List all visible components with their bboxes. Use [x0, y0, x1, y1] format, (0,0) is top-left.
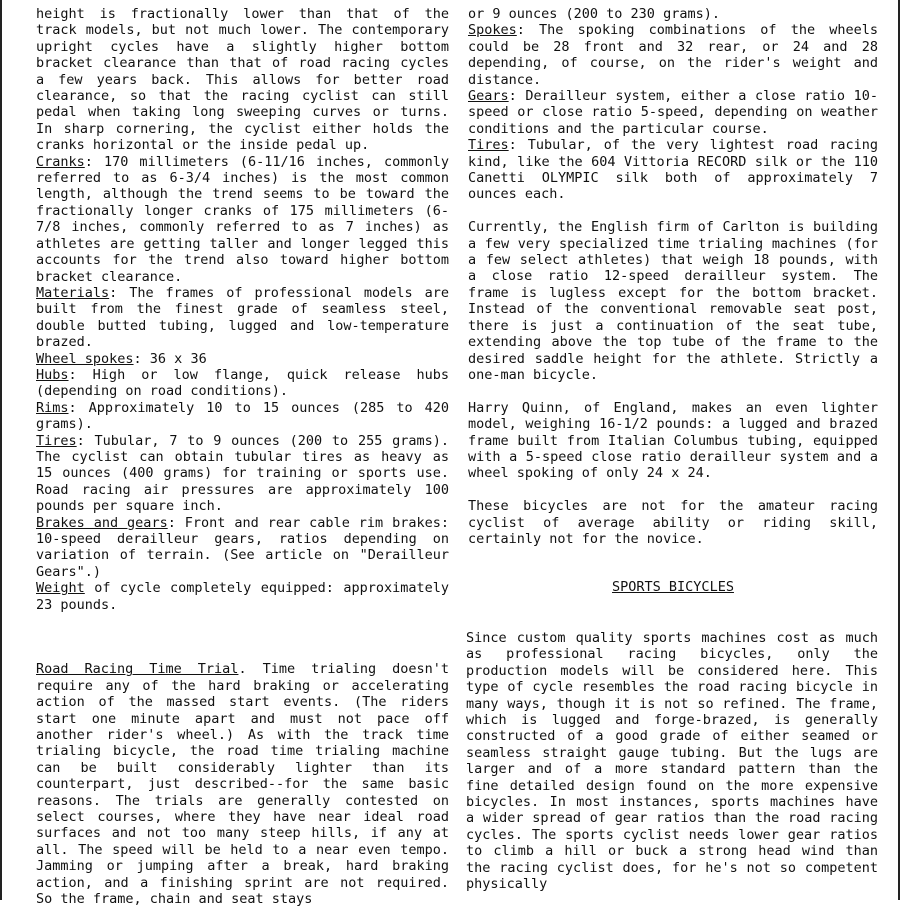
carlton-paragraph: Currently, the English firm of Carlton is building a few very specialized time trialing machines (for a few select athletes) that weigh 18 pounds, with a close ratio 12-speed derailleur system. The frame is lugless except for the bottom bracket. Instead of the conventional removable seat post, there is just a continuation of the seat tube, extending above the top tube of the frame to the desired saddle height for the athlete. Strictly a one-man bicycle.	[468, 219, 878, 383]
gears-paragraph	[468, 88, 878, 137]
brakes-gears-paragraph	[36, 515, 449, 581]
gears-label: Gears	[468, 88, 509, 105]
wheel-spokes-paragraph	[36, 351, 449, 367]
materials-text: : The frames of professional models are built from the finest grade of seamless steel, double butted tubing, lugged and low-temperature brazed.	[36, 284, 449, 351]
sports-paragraph: Since custom quality sports machines cost as much as professional racing bicycles, only the production models will be considered here. This type of cycle resembles the road racing bicycle in many ways, though it is not so refined. The frame, which is lugged and forge-brazed, is generally constructed of a good grade of either seamed or seamless straight gauge tubing. But the lugs are larger and of a more standard pattern than the fine detailed design found on the more expensive bicycles. In most instances, sports machines have a wider spread of gear ratios than the road racing cycles. The sports cyclist needs lower gear ratios to climb a hill or buck a strong head wind than the racing cyclist does, for he's not so competent physically	[466, 630, 878, 893]
tires-label: Tires	[36, 432, 77, 449]
spacer	[468, 482, 878, 498]
spacer	[468, 383, 878, 399]
spacer	[36, 613, 449, 645]
right-column-lower	[466, 630, 878, 893]
gears-text: : Derailleur system, either a close ratio 10-speed or close ratio 5-speed, depending on weather conditions and the particular course.	[468, 88, 878, 137]
weight-label: Weight	[36, 580, 85, 597]
rims-text: : Approximately 10 to 15 ounces (285 to 420 grams).	[36, 399, 449, 433]
time-trial-label: Road Racing Time Trial	[36, 661, 239, 678]
weight-text: of cycle completely equipped: approximately 23 pounds.	[36, 580, 449, 613]
tires-text: : Tubular, 7 to 9 ounces (200 to 255 grams). The cyclist can obtain tubular tires as heavy as 15 ounces (400 grams) for training or sports use. Road racing air pressures are approximately 100 pounds per square inch.	[36, 432, 449, 515]
right-tires-text: : Tubular, of the very lightest road racing kind, like the 604 Vittoria RECORD silk or the 110 Canetti OLYMPIC silk both of approximately 7 ounces each.	[468, 137, 878, 203]
left-column	[36, 6, 449, 908]
brakes-gears-text: : Front and rear cable rim brakes: 10-speed derailleur gears, ratios depending on variation of terrain. (See article on "Derailleur Gears".)	[36, 514, 450, 580]
wheel-spokes-text: : 36 x 36	[133, 350, 207, 367]
page-border-left	[0, 0, 2, 900]
materials-label: Materials	[36, 284, 110, 301]
cranks-paragraph	[36, 154, 449, 285]
spokes-paragraph	[468, 22, 878, 88]
hubs-paragraph	[36, 367, 449, 400]
spokes-label: Spokes	[468, 22, 517, 39]
spacer	[468, 203, 878, 219]
amateur-paragraph: These bicycles are not for the amateur racing cyclist of average ability or riding skill, certainly not for the novice.	[468, 498, 878, 547]
weight-paragraph	[36, 580, 449, 613]
intro-paragraph: height is fractionally lower than that of the track models, but not much lower. The contemporary upright cycles have a slightly higher bottom bracket clearance than that of road racing cycles a few years back. This allows for better road clearance, so that the racing cyclist can still pedal when taking long sweeping curves or turns. In sharp cornering, the cyclist either holds the cranks horizontal or the inside pedal up.	[36, 6, 449, 154]
time-trial-paragraph	[36, 661, 449, 907]
cranks-text: : 170 millimeters (6-11/16 inches, commonly referred to as 6-3/4 inches) is the most common length, although the trend seems to be toward the fractionally longer cranks of 175 millimeters (6-7/8 inches, commonly referred to as 7 inches) as athletes are getting taller and longer legged this accounts for the trend also toward higher bottom bracket clearance.	[36, 153, 449, 285]
time-trial-text: . Time trialing doesn't require any of the hard braking or accelerating action of the massed start events. (The riders start one minute apart and must not pace off another rider's wheel.) As with the track time trialing bicycle, the road time trialing machine can be built considerably lighter than its counterpart, just described--for the same basic reasons. The trials are generally contested on select courses, where they have near ideal road surfaces and not too many steep hills, if any at all. The speed will be held to a near even tempo. Jamming or jumping after a break, hard braking action, and a finishing sprint are not required. So the frame, chain and seat stays	[36, 661, 449, 908]
right-column	[468, 6, 878, 596]
tires-paragraph	[36, 433, 449, 515]
quinn-paragraph: Harry Quinn, of England, makes an even lighter model, weighing 16-1/2 pounds: a lugged and brazed frame built from Italian Columbus tubing, equipped with a 5-speed close ratio derailleur system and a wheel spoking of only 24 x 24.	[468, 399, 878, 482]
right-tires-paragraph	[468, 137, 878, 203]
hubs-text: : High or low flange, quick release hubs (depending on road conditions).	[36, 366, 449, 400]
spacer	[36, 645, 449, 661]
weight-continuation: or 9 ounces (200 to 230 grams).	[468, 6, 720, 22]
rims-paragraph	[36, 400, 449, 433]
right-tires-label: Tires	[468, 137, 509, 154]
sports-bicycles-heading: SPORTS BICYCLES	[612, 579, 734, 596]
materials-paragraph	[36, 285, 449, 351]
spokes-text: : The spoking combinations of the wheels could be 28 front and 32 rear, or 24 and 28 depending, of course, on the rider's weight and distance.	[468, 22, 878, 88]
wheel-spokes-label: Wheel spokes	[36, 350, 134, 367]
brakes-gears-label: Brakes and gears	[36, 514, 168, 531]
rims-label: Rims	[36, 399, 69, 416]
spacer	[468, 547, 878, 579]
cranks-label: Cranks	[36, 153, 85, 170]
hubs-label: Hubs	[36, 366, 69, 383]
